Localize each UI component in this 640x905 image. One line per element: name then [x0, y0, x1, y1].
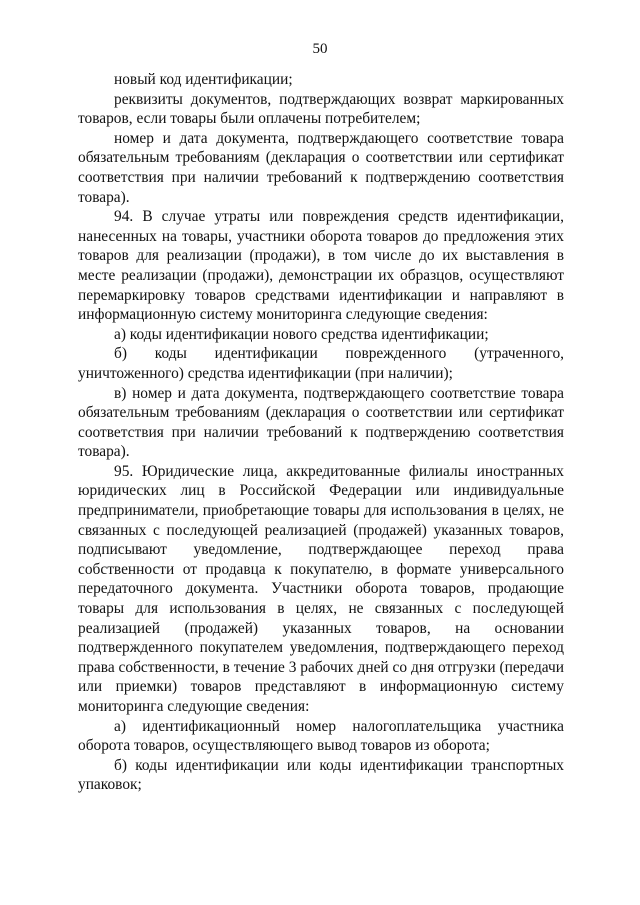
paragraph-clause-95: 95. Юридические лица, аккредитованные филиалы иностранных юридических лиц в Российской Федерации или индивидуальные предприниматели, приобретающие товары для использования в целях, не связанных с последующей реализацией (продажей) указанных товаров, подписывают уведомление, подтверждающее переход права собственности от продавца к покупателю, в формате универсального передаточного документа. Участники оборота товаров, продающие товары для использования в целях, не связанных с последующей реализацией (продажей) указанных товаров, на основании подтвержденного покупателем уведомления, подтверждающего переход права собственности, в течение 3 рабочих дней со дня отгрузки (передачи или приемки) товаров представляют в информационную систему мониторинга следующие сведения:: [78, 462, 564, 715]
paragraph-new-id-code: новый код идентификации;: [114, 71, 293, 88]
paragraph-item-a-taxpayer-id: а) идентификационный номер налогоплательщика участника оборота товаров, осуществляющего вывод товаров из оборота;: [78, 717, 564, 755]
paragraph-clause-94: 94. В случае утраты или повреждения средств идентификации, нанесенных на товары, участники оборота товаров до предложения этих товаров для реализации (продажи), в том числе до их выставления в месте реализации (продажи), демонстрации их образцов, осуществляют перемаркировку товаров средствами идентификации и направляют в информационную систему мониторинга следующие сведения:: [78, 208, 564, 324]
paragraph-item-b-id-codes: б) коды идентификации или коды идентификации транспортных упаковок;: [78, 756, 564, 794]
paragraph-return-documents: реквизиты документов, подтверждающих возврат маркированных товаров, если товары были оплачены потребителем;: [78, 90, 564, 128]
paragraph-item-a-new-codes: а) коды идентификации нового средства идентификации;: [114, 325, 489, 343]
paragraph-item-b-damaged-codes: б) коды идентификации поврежденного (утраченного, уничтоженного) средства идентификации (при наличии);: [78, 345, 564, 382]
paragraph-conformity-document: номер и дата документа, подтверждающего соответствие товара обязательным требованиям (декларация о соответствии или сертификат соответствия при наличии требований к подтверждению соответствия товара).: [78, 129, 564, 206]
document-body: [78, 70, 564, 795]
paragraph-item-c-conformity: в) номер и дата документа, подтверждающего соответствие товара обязательным требованиям (декларация о соответствии или сертификат соответствия при наличии требований к подтверждению соответствия товара).: [78, 384, 564, 461]
page-number: 50: [312, 41, 328, 57]
